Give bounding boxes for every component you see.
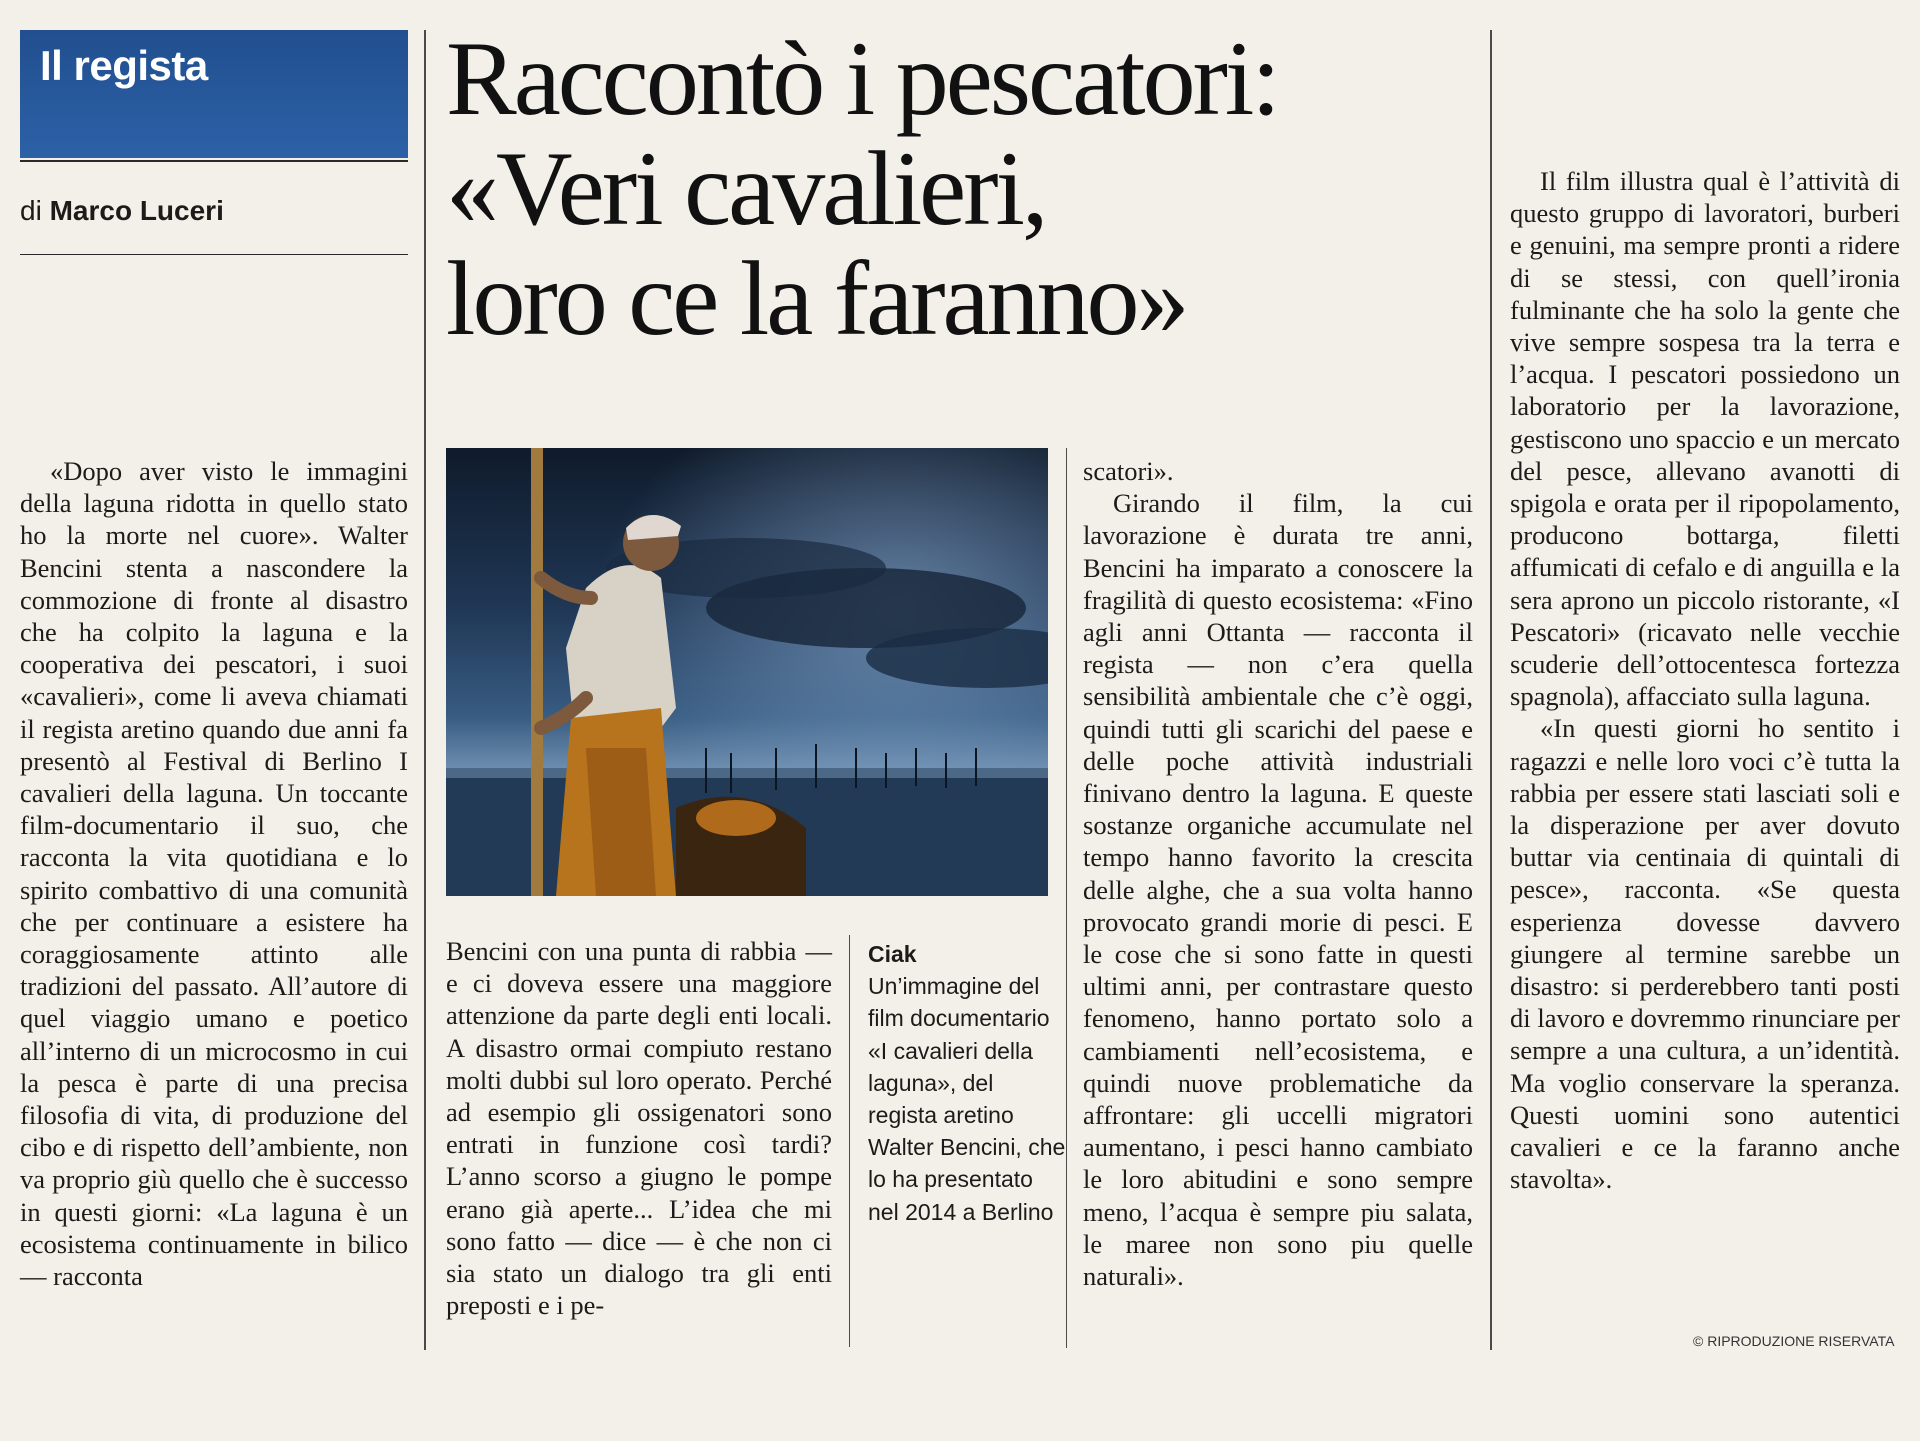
article-paragraph: Girando il film, la cui lavorazione è durata tre anni, Bencini ha imparato a conoscere la fragilità di questo ecosistema: «Fino agli anni Ottanta — racconta il regista — non c’era quella sensibilità ambientale che c’è oggi, quindi tutti gli scarichi del paese e delle poche attività industriali finivano dentro la laguna. E queste sostanze organiche accumulate nel tempo hanno favorito la crescita delle alghe, che a sua volta hanno provocato grandi morie di pesci. E le cose che si sono fatte in questi ultimi anni, per contrastare questo fenomeno, hanno portato solo a cambiamenti nell’ecosistema, e quindi nuove problematiche da affrontare: gli uccelli migratori aumentano, i pesci hanno cambiato le loro abitudini e sono sempre meno, l’acqua è sempre piu salata, le maree non sono piu quelle naturali». [1083,488,1473,1292]
byline-prefix: di [20,195,42,226]
article-paragraph: scatori». [1083,456,1174,486]
headline-line: loro ce la faranno» [446,240,1187,357]
headline-line: Raccontò i pescatori: [446,20,1278,137]
caption-text: Un’immagine del film documentario «I cavalieri della laguna», del regista aretino Walter Bencini, che lo ha presentato nel 2014 a Berlino [868,973,1066,1225]
article-paragraph: «In questi giorni ho sentito i ragazzi e nelle loro voci c’è tutta la rabbia per essere stati lasciati soli e la disperazione per aver dovuto buttar via centinaia di quintali di pesce», racconta. «Se questa esperienza dovesse davvero giungere al termine sarebbe un disastro: si perderebbero tanti posti di lavoro e dovremmo rinunciare per sempre a una cultura, a un’identità. Ma voglio conservare la speranza. Questi uomini sono autentici cavalieri e ce la faranno anche stavolta». [1510,713,1900,1195]
column-separator [424,30,426,1350]
byline-divider [20,254,408,255]
section-label: Il regista [40,42,208,89]
section-label-box [20,30,408,158]
film-still-photo [446,448,1048,896]
article-column-1 [20,455,408,1292]
byline-author: Marco Luceri [49,195,224,226]
section-divider [20,160,408,162]
copyright-notice: © RIPRODUZIONE RISERVATA [1693,1333,1895,1349]
column-separator [1490,30,1492,1350]
headline-line: «Veri cavalieri, [446,130,1046,247]
photo-caption [868,938,1068,1228]
article-column-2 [446,935,832,1321]
headline [446,20,1346,357]
article-column-4 [1510,165,1900,1196]
article-column-3 [1083,455,1473,1292]
article-paragraph: Bencini con una punta di rabbia — e ci doveva essere una maggiore attenzione da parte degli enti locali. A disastro ormai compiuto restano molti dubbi sul loro operato. Perché ad esempio gli ossigenatori sono entrati in funzione così tardi? L’anno scorso a giugno le pompe erano già aperte... L’idea che mi sono fatto — dice — è che non ci sia stato un dialogo tra gli enti preposti e i pe- [446,936,832,1321]
article-paragraph: «Dopo aver visto le immagini della laguna ridotta in quello stato ho la morte nel cuore». Walter Bencini stenta a nascondere la commozione di fronte al disastro che ha colpito la laguna e la cooperativa dei pescatori, i suoi «cavalieri», come li aveva chiamati il regista aretino quando due anni fa presentò al Festival di Berlino I cavalieri della laguna. Un toccante film-documentario il suo, che racconta la vita quotidiana e lo spirito combattivo di una comunità che per continuare a esistere ha coraggiosamente attinto alle tradizioni del passato. All’autore di quel viaggio umano e poetico all’interno di un microcosmo in cui la pesca è parte di una precisa filosofia di vita, di produzione del cibo e di rispetto dell’ambiente, non va proprio giù quello che è successo in questi giorni: «La laguna è un ecosistema continuamente in bilico — racconta [20,456,408,1292]
photo-fisherman-illustration [446,448,1048,896]
article-paragraph: Il film illustra qual è l’attività di questo gruppo di lavoratori, burberi e genuini, ma sempre pronti a ridere di se stessi, con quell’ironia fulminante che ha solo la gente che vive sempre sospesa tra la terra e l’acqua. I pescatori possiedono un laboratorio per la lavorazione, gestiscono uno spaccio e un mercato del pesce, allevano avanotti di spigola e orata per il ripopolamento, producono bottarga, filetti affumicati di cefalo e di anguilla e la sera aprono un piccolo ristorante, «I Pescatori» (ricavato nelle vecchie scuderie dell’ottocentesca fortezza spagnola), affacciato sulla laguna. [1510,166,1900,712]
byline [20,194,224,228]
caption-title: Ciak [868,941,917,967]
column-separator [849,935,850,1347]
